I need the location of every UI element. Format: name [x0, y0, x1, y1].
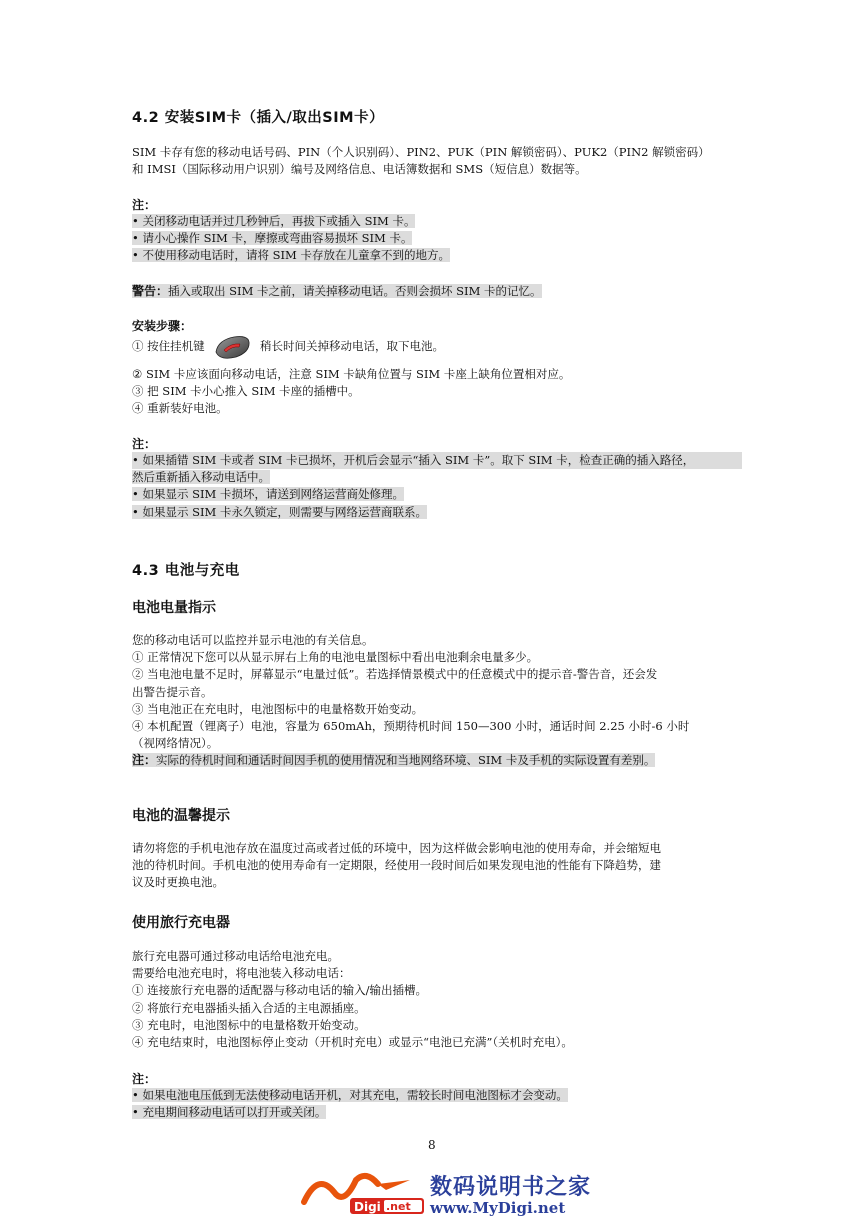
- note-item: • 关闭移动电话并过几秒钟后，再拔下或插入 SIM 卡。: [132, 214, 416, 228]
- end-call-key-icon: [212, 334, 252, 360]
- brand-chinese-name: 数码说明书之家: [430, 1175, 592, 1200]
- warning-label: 警告：: [132, 284, 169, 298]
- mydigi-logo-icon: [300, 1168, 430, 1218]
- charger-heading: 使用旅行充电器: [132, 915, 230, 931]
- step-1-prefix: ① 按住挂机键: [132, 339, 205, 353]
- sim-intro-line-1: SIM 卡存有您的移动电话号码、PIN（个人识别码）、PIN2、PUK（PIN 解锁密码）、PUK2（PIN2 解锁密码）: [132, 145, 710, 159]
- tips-line: 议及时更换电池。: [132, 875, 224, 890]
- tips-line: 请勿将您的手机电池存放在温度过高或者过低的环境中，因为这样做会影响电池的使用寿命，并会缩短电: [132, 841, 661, 855]
- sim-notes: [132, 196, 742, 265]
- charger-notes: [132, 1070, 742, 1121]
- brand-net-text: .net: [386, 1200, 411, 1213]
- battery-tips-heading: 电池的温馨提示: [132, 808, 230, 824]
- sim-notes-2: [132, 435, 742, 521]
- section-4-2-title: 4.2 安装SIM卡（插入/取出SIM卡）: [132, 110, 385, 126]
- note-label: 注：: [132, 1072, 157, 1086]
- steps-label: 安装步骤：: [132, 319, 193, 333]
- site-footer-logo: [300, 1168, 600, 1218]
- note2-item-1b: 然后重新插入移动电话中。: [132, 470, 270, 485]
- sim-warning: [132, 283, 742, 300]
- note2-item-3: • 如果显示 SIM 卡永久锁定，则需要与网络运营商联系。: [132, 504, 427, 519]
- charger-body: [132, 948, 742, 1051]
- tips-line: 池的待机时间。手机电池的使用寿命有一定期限，经使用一段时间后如果发现电池的性能有下降趋势，建: [132, 858, 661, 873]
- charger-line: 旅行充电器可通过移动电话给电池充电。: [132, 949, 339, 963]
- note2-item-2: • 如果显示 SIM 卡损坏，请送到网络运营商处修理。: [132, 487, 404, 502]
- note-label: 注：: [132, 437, 157, 451]
- note-item: • 请小心操作 SIM 卡，摩擦或弯曲容易损坏 SIM 卡。: [132, 231, 413, 246]
- brand-url: www.MyDigi.net: [430, 1199, 566, 1217]
- charger-line: ① 连接旅行充电器的适配器与移动电话的输入/输出插槽。: [132, 983, 428, 998]
- battery-line: ② 当电池电量不足时，屏幕显示“电量过低”。若选择情景模式中的任意模式中的提示音-警告音，还会发: [132, 667, 658, 682]
- charger-note-2: • 充电期间移动电话可以打开或关闭。: [132, 1105, 327, 1120]
- battery-note-label: 注：: [132, 753, 157, 768]
- charger-note-1: • 如果电池电压低到无法使移动电话开机，对其充电，需较长时间电池图标才会变动。: [132, 1088, 568, 1102]
- note-label: 注：: [132, 198, 157, 212]
- battery-line: （视网络情况）。: [132, 736, 219, 751]
- battery-line: ④ 本机配置（锂离子）电池，容量为 650mAh，预期待机时间 150—300 小时，通话时间 2.25 小时-6 小时: [132, 719, 690, 734]
- charger-line: ② 将旅行充电器插头插入合适的主电源插座。: [132, 1000, 366, 1015]
- charger-line: 需要给电池充电时，将电池装入移动电话：: [132, 966, 351, 981]
- sim-intro-line-2: 和 IMSI（国际移动用户识别）编号及网络信息、电话簿数据和 SMS（短信息）数据等。: [132, 162, 587, 177]
- install-steps: [132, 317, 742, 360]
- note-item: • 不使用移动电话时，请将 SIM 卡存放在儿童拿不到的地方。: [132, 248, 450, 263]
- warning-text: 插入或取出 SIM 卡之前，请关掉移动电话。否则会损坏 SIM 卡的记忆。: [168, 284, 542, 298]
- step-2: ② SIM 卡应该面向移动电话，注意 SIM 卡缺角位置与 SIM 卡座上缺角位置相对应。: [132, 367, 571, 381]
- charger-line: ③ 充电时，电池图标中的电量格数开始变动。: [132, 1017, 366, 1032]
- step-1-text: 稍长时间关掉移动电话，取下电池。: [259, 339, 444, 353]
- battery-line: ③ 当电池正在充电时，电池图标中的电量格数开始变动。: [132, 701, 424, 716]
- section-4-3-title: 4.3 电池与充电: [132, 563, 240, 579]
- charger-line: ④ 充电结束时，电池图标停止变动（开机时充电）或显示“电池已充满”（关机时充电）。: [132, 1035, 573, 1050]
- page-number: 8: [428, 1138, 436, 1152]
- brand-digi-text: Digi: [354, 1200, 381, 1214]
- install-steps-2: [132, 366, 742, 418]
- battery-line: ① 正常情况下您可以从显示屏右上角的电池电量图标中看出电池剩余电量多少。: [132, 650, 539, 665]
- battery-level-heading: 电池电量指示: [132, 600, 216, 616]
- battery-line: 出警告提示音。: [132, 684, 213, 699]
- note2-item-1a: • 如果插错 SIM 卡或者 SIM 卡已损坏，开机后会显示“插入 SIM 卡”。取下 SIM 卡，检查正确的插入路径，: [132, 453, 695, 467]
- battery-level-body: [132, 632, 742, 770]
- battery-tips-body: [132, 840, 742, 892]
- step-4: ④ 重新装好电池。: [132, 401, 228, 416]
- step-3: ③ 把 SIM 卡小心推入 SIM 卡座的插槽中。: [132, 384, 360, 399]
- battery-line: 您的移动电话可以监控并显示电池的有关信息。: [132, 633, 374, 647]
- battery-note-text: 实际的待机时间和通话时间因手机的使用情况和当地网络环境、SIM 卡及手机的实际设置有差别。: [156, 753, 656, 768]
- sim-intro: [132, 144, 742, 178]
